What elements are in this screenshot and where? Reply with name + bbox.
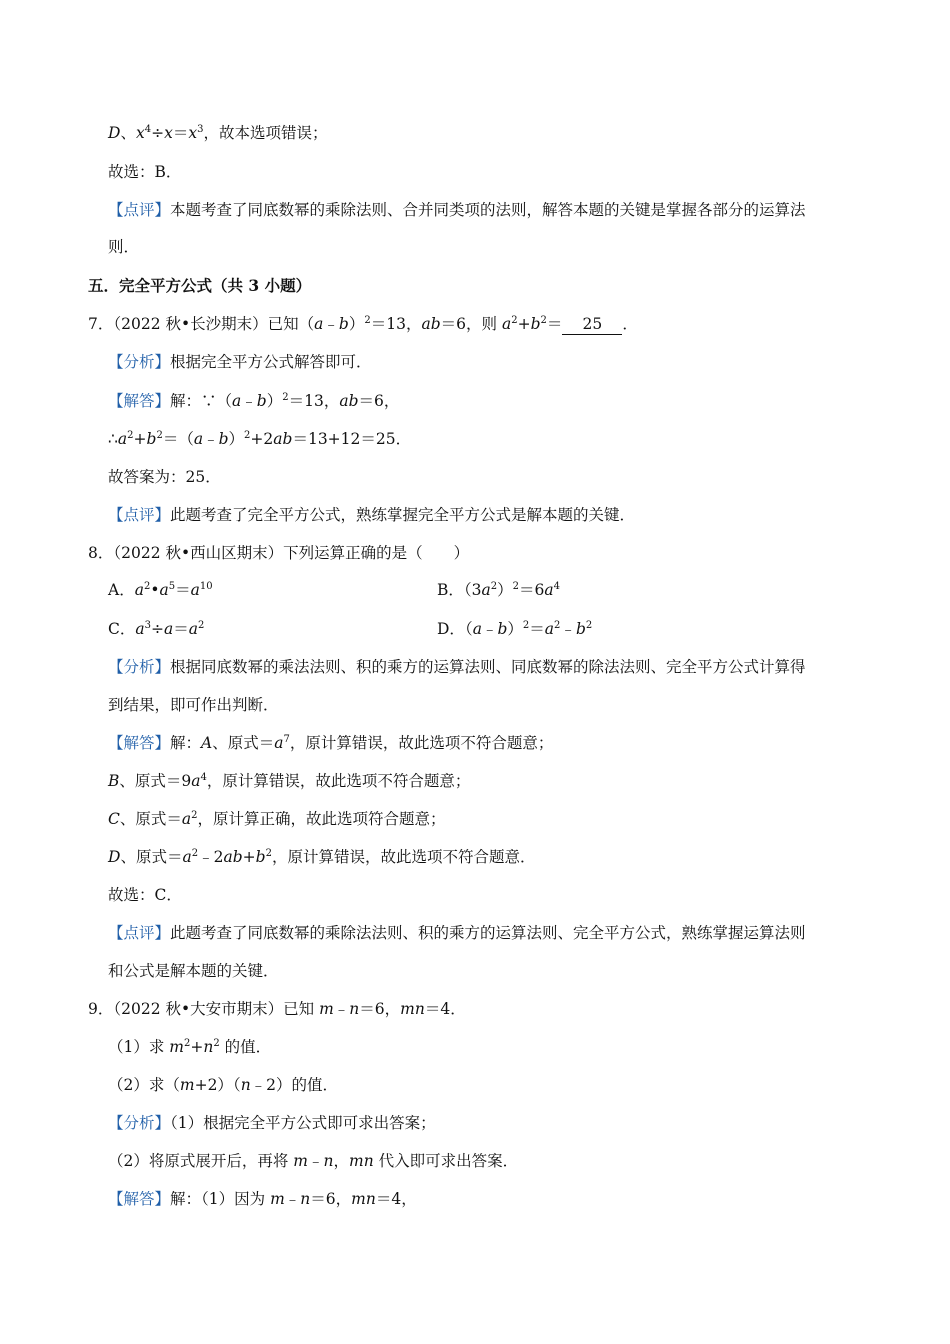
answer-blank: 25: [562, 314, 622, 335]
q9-stem-mid: ＝6，: [359, 1000, 401, 1018]
q9-part-1: （1）求 $m^2+n^2$ 的值．: [108, 1038, 272, 1056]
review-line-2: 则．: [108, 238, 140, 256]
q8-review-1: [108, 923, 806, 943]
q9-analysis-text-1: （1）根据完全平方公式即可求出答案；: [170, 1114, 436, 1132]
q8-option-a: A．$a^2•a^5=a^{10}$: [108, 581, 213, 599]
solution-tag: 【解答】: [108, 1190, 171, 1208]
analysis-tag: 【分析】: [108, 353, 171, 371]
option-d-explanation: D、$x^4\div x=x^3$，故本选项错误；: [108, 124, 328, 142]
analysis-tag: 【分析】: [108, 658, 171, 676]
q7-review: [108, 505, 635, 525]
q8-solution-b: B、原式$=9a^4$，原计算错误，故此选项不符合题意；: [108, 772, 471, 790]
q9-analysis-l2-pre: （2）将原式展开后，再将: [108, 1152, 294, 1170]
q9-analysis-2: （2）将原式展开后，再将 m﹣n，mn 代入即可求出答案．: [108, 1152, 519, 1170]
q9-sol-pre: 解：（1）因为: [170, 1190, 271, 1208]
q9-p1-pre: （1）求: [108, 1038, 170, 1056]
question-7-stem: 7．（2022 秋•长沙期末）已知（a﹣b）$^2$＝13，ab＝6，则 $a^2+b^2= 25$ ．: [88, 315, 638, 333]
q8-sol-d-tail: ，原计算错误，故此选项不符合题意．: [271, 848, 536, 866]
q7-final: 故答案为：25．: [108, 468, 221, 486]
q7-analysis: [108, 352, 372, 372]
q8-option-c: C．$a^3\div a=a^2$: [108, 620, 205, 638]
q8-option-b: B．$(3a^2)^2=6a^4$: [437, 581, 561, 599]
q8-review-text-1: 此题考查了同底数幂的乘除法法则、积的乘方的运算法则、完全平方公式，熟练掌握运算法则: [170, 924, 806, 942]
q7-sol1-post: ＝13，: [288, 392, 340, 410]
solution-tag: 【解答】: [108, 392, 171, 410]
q8-analysis-2: 到结果，即可作出判断．: [108, 696, 279, 714]
q8-sol-c-tail: ，原计算正确，故此选项符合题意；: [197, 810, 446, 828]
q7-stem-mid3: ＝6，则: [440, 315, 502, 333]
q8-option-d: D．$(a﹣b)^2=a^2﹣b^2$: [437, 620, 593, 638]
q7-stem-mid4: ＝: [546, 315, 563, 333]
q7-sol1-post2: ＝6，: [358, 392, 400, 410]
q8-analysis-text-1: 根据同底数幂的乘法法则、积的乘方的运算法则、同底数幂的除法法则、完全平方公式计算得: [170, 658, 806, 676]
review-line-1: [108, 200, 806, 220]
q9-analysis-1: [108, 1113, 436, 1133]
review-tag: 【点评】: [108, 201, 171, 219]
q7-stem-mid2: ＝13，: [370, 315, 422, 333]
q9-part-2: （2）求（m+2）（n﹣2）的值．: [108, 1076, 339, 1094]
q7-review-text: 此题考查了完全平方公式，熟练掌握完全平方公式是解本题的关键．: [170, 506, 636, 524]
q7-stem-mid: ）: [348, 315, 365, 333]
review-tag: 【点评】: [108, 506, 171, 524]
q7-analysis-text: 根据完全平方公式解答即可．: [170, 353, 372, 371]
letter-d: D: [108, 124, 121, 142]
question-8-stem: 8．（2022 秋•西山区期末）下列运算正确的是（ ）: [88, 544, 470, 562]
q8-sol-a-tail: ，原计算错误，故此选项不符合题意；: [289, 734, 554, 752]
review-text: 本题考查了同底数幂的乘除法则、合并同类项的法则，解答本题的关键是掌握各部分的运算法: [170, 201, 806, 219]
question-9-stem: 9．（2022 秋•大安市期末）已知 m﹣n＝6，mn＝4．: [88, 1000, 466, 1018]
q8-analysis-1: [108, 657, 806, 677]
choice-b: 故选：B．: [108, 163, 182, 181]
analysis-tag: 【分析】: [108, 1114, 171, 1132]
q9-sol-mid: ＝6，: [310, 1190, 352, 1208]
q9-stem-end: ＝4．: [424, 1000, 466, 1018]
q8-review-2: 和公式是解本题的关键．: [108, 962, 279, 980]
q7-stem-end: ．: [622, 315, 638, 333]
q7-solution-2: $\therefore a^2+b^2=(a﹣b)^2+2ab=13+12=25$．: [108, 430, 412, 448]
q8-sol-b-tail: ，原计算错误，故此选项不符合题意；: [206, 772, 471, 790]
q7-sol1-pre: 解：∵（: [170, 392, 233, 410]
d-tail: ，故本选项错误；: [203, 124, 328, 142]
q7-solution-1: 【解答】解：∵（a﹣b）$^2$＝13，ab＝6，: [108, 392, 400, 410]
section-title: 五．完全平方公式（共 3 小题）: [88, 276, 312, 295]
q8-final: 故选：C．: [108, 886, 182, 904]
q8-solution-d: D、原式$=a^2﹣2ab+b^2$，原计算错误，故此选项不符合题意．: [108, 848, 536, 866]
q9-solution-1: 【解答】解：（1）因为 m﹣n＝6，mn＝4，: [108, 1190, 417, 1208]
q9-sol-end: ＝4，: [375, 1190, 417, 1208]
solution-tag: 【解答】: [108, 734, 171, 752]
q9-analysis-l2-post: 代入即可求出答案．: [373, 1152, 519, 1170]
q8-solution-c: C、原式$=a^2$，原计算正确，故此选项符合题意；: [108, 810, 446, 828]
q7-stem-pre: 7．（2022 秋•长沙期末）已知（: [88, 315, 315, 333]
q8-solution-a: 【解答】解：A、原式$=a^7$，原计算错误，故此选项不符合题意；: [108, 734, 554, 752]
q7-sol2-post: ＝13+12＝25．: [292, 430, 412, 448]
q9-p1-post: 的值．: [219, 1038, 272, 1056]
review-tag: 【点评】: [108, 924, 171, 942]
q9-stem-pre: 9．（2022 秋•大安市期末）已知: [88, 1000, 320, 1018]
